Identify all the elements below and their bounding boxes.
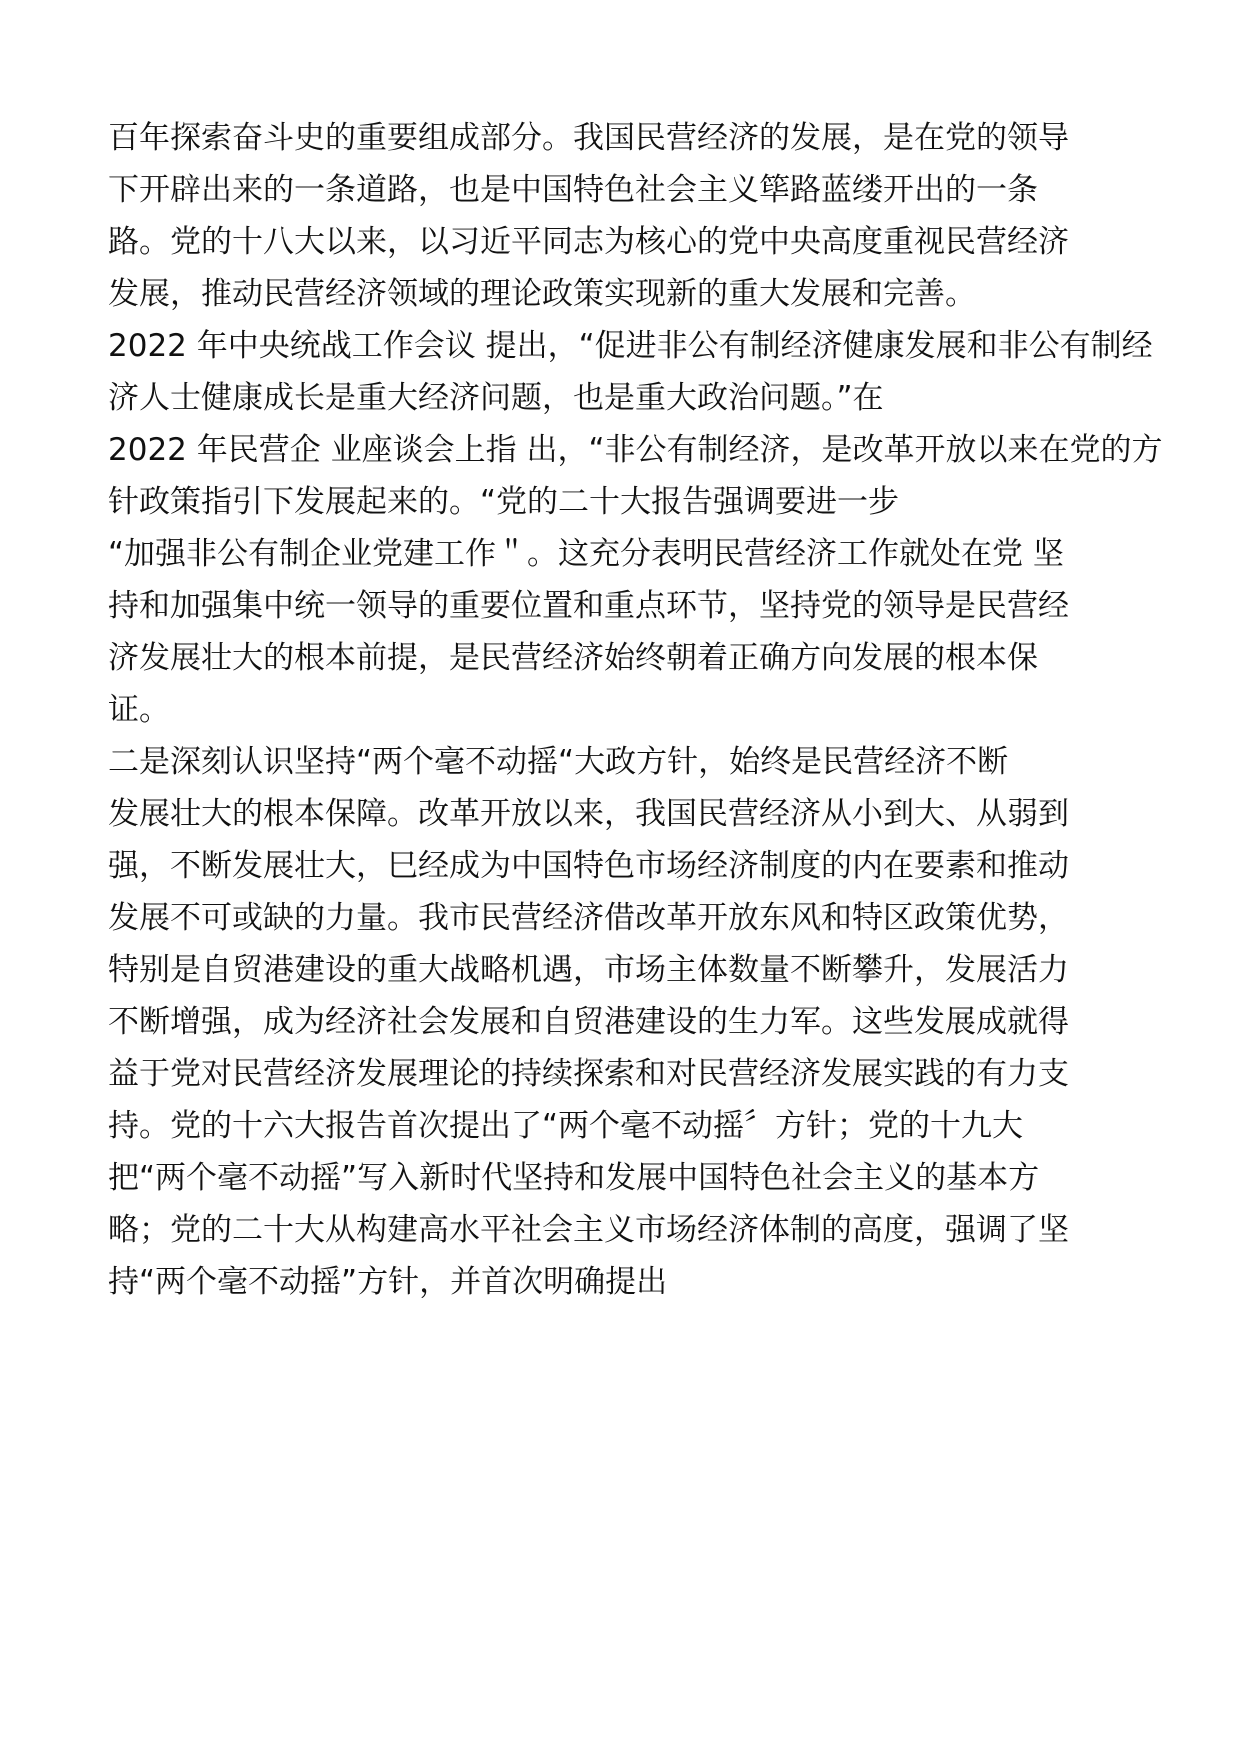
text-line: 不断增强，成为经济社会发展和自贸港建设的生力军。这些发展成就得 (108, 1004, 1069, 1040)
text-line: 特别是自贸港建设的重大战略机遇，市场主体数量不断攀升，发展活力 (108, 952, 1069, 988)
text-line: 略；党的二十大从构建高水平社会主义市场经济体制的高度，强调了坚 (108, 1212, 1069, 1248)
text-line: 发展不可或缺的力量。我市民营经济借改革开放东风和特区政策优势， (108, 900, 1069, 936)
text-line: 持和加强集中统一领导的重要位置和重点环节，坚持党的领导是民营经 (108, 588, 1069, 624)
text-line: 发展壮大的根本保障。改革开放以来，我国民营经济从小到大、从弱到 (108, 796, 1069, 832)
text-line: 持“两个毫不动摇”方针，并首次明确提出 (108, 1264, 668, 1300)
text-line: 百年探索奋斗史的重要组成部分。我国民营经济的发展，是在党的领导 (108, 120, 1069, 156)
text-line: 益于党对民营经济发展理论的持续探索和对民营经济发展实践的有力支 (108, 1056, 1069, 1092)
text-line: 证。 (108, 692, 170, 728)
text-line: 济人士健康成长是重大经济问题，也是重大政治问题。”在 (108, 380, 884, 416)
text-line: 把“两个毫不动摇”写入新时代坚持和发展中国特色社会主义的基本方 (108, 1160, 1040, 1196)
text-line: 发展，推动民营经济领域的理论政策实现新的重大发展和完善。 (108, 276, 976, 312)
text-line: 路。党的十八大以来，以习近平同志为核心的党中央高度重视民营经济 (108, 224, 1069, 260)
text-line: 下开辟出来的一条道路，也是中国特色社会主义筚路蓝缕开出的一条 (108, 172, 1038, 208)
text-line: 2022 年中央统战工作会议 提出，“促进非公有制经济健康发展和非公有制经 (108, 328, 1153, 364)
text-line: 持。党的十六大报告首次提出了“两个毫不动摇〞方针；党的十九大 (108, 1108, 1024, 1144)
body-text (108, 112, 1163, 1308)
text-line: 2022 年民营企 业座谈会上指 出，“非公有制经济，是改革开放以来在党的方 (108, 432, 1163, 468)
text-line: 济发展壮大的根本前提，是民营经济始终朝着正确方向发展的根本保 (108, 640, 1038, 676)
text-line: 针政策指引下发展起来的。“党的二十大报告强调要进一步 (108, 484, 900, 520)
text-line: 二是深刻认识坚持“两个毫不动摇“大政方针，始终是民营经济不断 (108, 744, 1009, 780)
text-line: “加强非公有制企业党建工作＂。这充分表明民营经济工作就处在党 坚 (108, 536, 1064, 572)
text-line: 强，不断发展壮大，巳经成为中国特色市场经济制度的内在要素和推动 (108, 848, 1069, 884)
